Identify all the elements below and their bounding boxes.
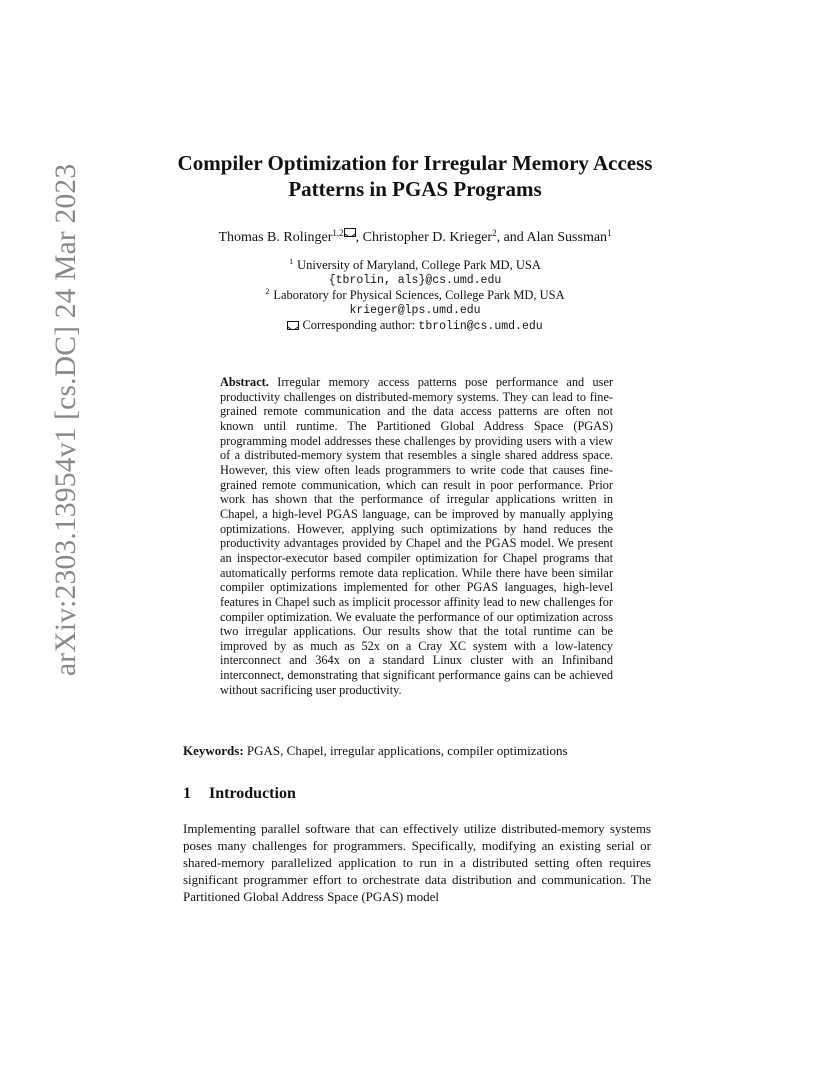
author-affil-mark: 2 bbox=[492, 228, 497, 238]
affiliation-1: $^1$ University of Maryland, College Park MD, USA bbox=[289, 257, 541, 272]
envelope-icon bbox=[287, 321, 299, 330]
author-name: Christopher D. Krieger bbox=[362, 230, 493, 245]
author-affil-mark: 1,2 bbox=[332, 228, 355, 238]
keywords bbox=[183, 743, 653, 759]
author-affil-mark: 1 bbox=[607, 228, 612, 238]
envelope-icon bbox=[344, 228, 356, 237]
author-name: Thomas B. Rolinger bbox=[218, 230, 333, 245]
affiliation-2: $^2$ Laboratory for Physical Sciences, College Park MD, USA bbox=[265, 287, 565, 302]
affiliations bbox=[150, 258, 680, 334]
arxiv-id: arXiv:2303.13954v1 [cs.DC] 24 Mar 2023 bbox=[50, 163, 82, 676]
section-heading bbox=[183, 785, 296, 803]
paper-title: Compiler Optimization for Irregular Memory Access Patterns in PGAS Programs bbox=[177, 151, 653, 201]
email-1: {tbrolin, als}@cs.umd.edu bbox=[328, 274, 502, 287]
section-title: Introduction bbox=[209, 785, 296, 802]
abstract-text: Irregular memory access patterns pose performance and user productivity challenges on distributed-memory systems. They can lead to fine-grained remote communication and the data access patterns are often not known until runtime. The Partitioned Global Address Space (PGAS) programming model addresses these challenges by providing users with a view of a distributed-memory system that resembles a single shared address space. However, this view often leads programmers to write code that causes fine-grained remote communication, which can result in poor performance. Prior work has shown that the performance of irregular applications written in Chapel, a high-level PGAS language, can be improved by manually applying optimizations. However, applying such optimizations by hand reduces the productivity advantages provided by Chapel and the PGAS model. We present an inspector-executor based compiler optimization for Chapel programs that automatically performs remote data replication. While there have been similar compiler optimizations implemented for other PGAS languages, high-level features in Chapel such as implicit processor affinity lead to new challenges for compiler optimization. We evaluate the performance of our optimization across two irregular applications. Our results show that the total runtime can be improved by as much as 52x on a Cray XC system with a low-latency interconnect and 364x on a standard Linux cluster with an Infiniband interconnect, demonstrating that significant performance gains can be achieved without sacrificing user productivity. bbox=[220, 375, 614, 697]
author-name: Alan Sussman bbox=[526, 230, 608, 245]
author-list: Thomas B. Rolinger$^{1,2}$ , Christopher D. Krieger$^2$, and Alan Sussman$^1$ bbox=[218, 228, 612, 245]
abstract bbox=[220, 375, 613, 697]
email-2: krieger@lps.umd.edu bbox=[349, 304, 481, 317]
abstract-label: Abstract. bbox=[220, 375, 269, 389]
keywords-text: PGAS, Chapel, irregular applications, compiler optimizations bbox=[246, 743, 568, 758]
intro-paragraph: Implementing parallel software that can effectively utilize distributed-memory systems poses many challenges for programmers. Specifically, modifying an existing serial or shared-memory parallelized application to run in a distributed setting often requires significant programmer effort to orchestrate data distribution and communication. The Partitioned Global Address Space (PGAS) model bbox=[183, 821, 651, 904]
arxiv-stamp bbox=[12, 163, 82, 676]
section-number: 1 bbox=[183, 785, 191, 802]
corresponding-author: Corresponding author: tbrolin@cs.umd.edu bbox=[150, 318, 680, 334]
keywords-label: Keywords: bbox=[183, 743, 244, 758]
